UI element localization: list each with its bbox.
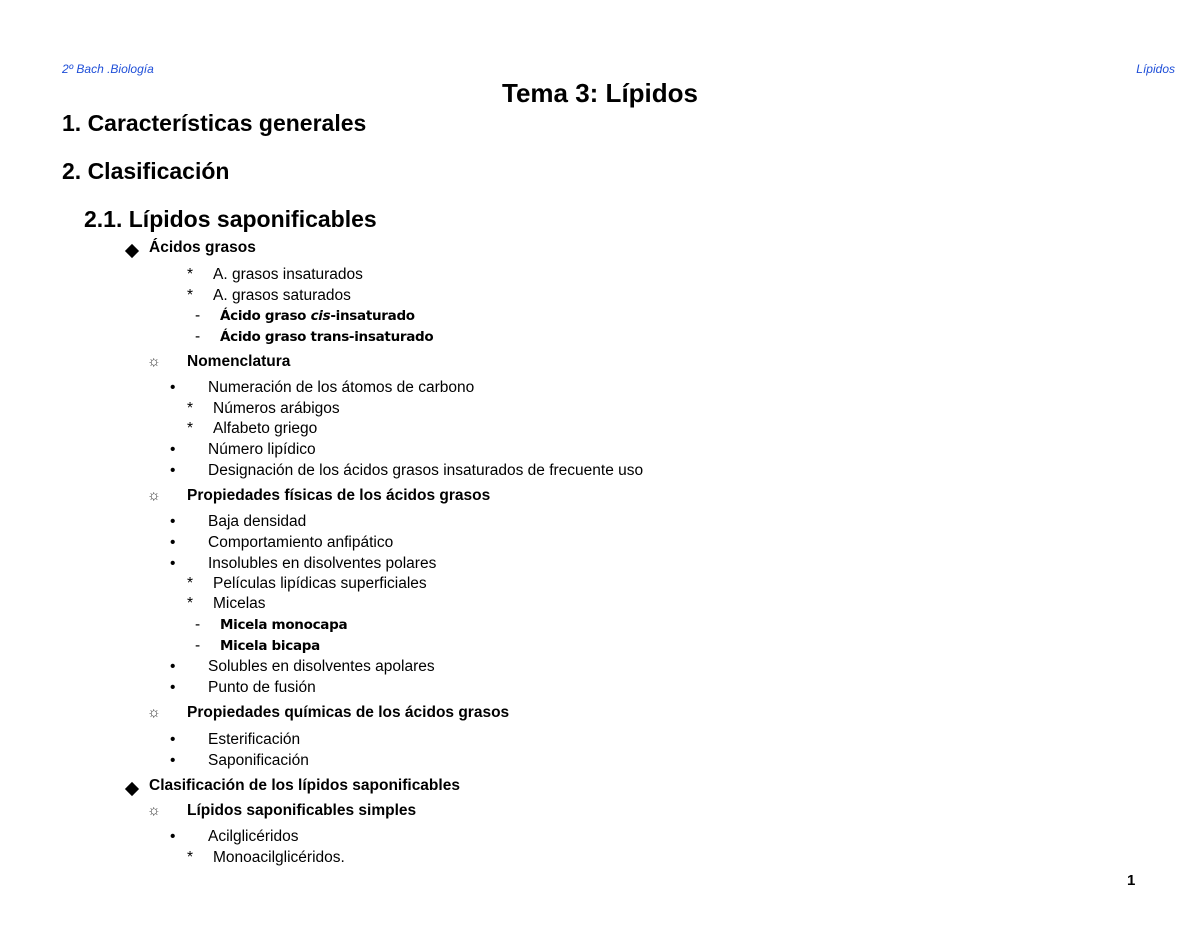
subheading-nomenclatura: Nomenclatura: [187, 353, 291, 370]
header-left: 2º Bach .Biología: [62, 62, 154, 76]
star-bullet-icon: *: [187, 400, 194, 417]
sun-bullet-icon: ☼: [147, 353, 161, 370]
star-bullet-icon: *: [187, 575, 194, 592]
list-item: Punto de fusión: [208, 679, 316, 696]
dash-bullet-icon: -: [195, 307, 201, 324]
list-item: Designación de los ácidos grasos insaturados de frecuente uso: [208, 462, 644, 479]
list-item: Comportamiento anfipático: [208, 534, 394, 551]
list-item-cis: Ácido graso cis-insaturado: [220, 308, 415, 324]
list-item: Acilglicéridos: [208, 828, 299, 845]
header-right: Lípidos: [1136, 62, 1175, 76]
bullet-icon: •: [170, 513, 176, 530]
bullet-icon: •: [170, 752, 176, 769]
page-title: Tema 3: Lípidos: [502, 78, 698, 108]
list-item: Micela monocapa: [220, 617, 348, 633]
subheading-propiedades-quimicas: Propiedades químicas de los ácidos grasos: [187, 704, 510, 721]
list-item: Baja densidad: [208, 513, 307, 530]
star-bullet-icon: *: [187, 595, 194, 612]
bullet-icon: •: [170, 555, 176, 572]
diamond-bullet-icon: [127, 781, 137, 799]
list-item: Solubles en disolventes apolares: [208, 658, 435, 675]
bullet-icon: •: [170, 534, 176, 551]
bullet-icon: •: [170, 731, 176, 748]
subheading-clasificacion: Clasificación de los lípidos saponificables: [149, 777, 460, 794]
subheading-propiedades-fisicas: Propiedades físicas de los ácidos grasos: [187, 487, 491, 504]
list-item: Números arábigos: [213, 400, 340, 417]
list-item: Monoacilglicéridos.: [213, 849, 345, 866]
list-item: Películas lipídicas superficiales: [213, 575, 427, 592]
list-item: Alfabeto griego: [213, 420, 318, 437]
sun-bullet-icon: ☼: [147, 487, 161, 504]
diamond-bullet-icon: [127, 243, 137, 261]
list-item: Numeración de los átomos de carbono: [208, 379, 475, 396]
dash-bullet-icon: -: [195, 616, 201, 633]
list-item: Ácido graso trans-insaturado: [220, 329, 434, 345]
list-item: Número lipídico: [208, 441, 316, 458]
bullet-icon: •: [170, 828, 176, 845]
bullet-icon: •: [170, 379, 176, 396]
page-number: 1: [1127, 872, 1136, 889]
sun-bullet-icon: ☼: [147, 704, 161, 721]
star-bullet-icon: *: [187, 420, 194, 437]
section-heading-1: 1. Características generales: [62, 110, 367, 136]
star-bullet-icon: *: [187, 287, 194, 304]
list-item: Saponificación: [208, 752, 309, 769]
section-heading-2: 2. Clasificación: [62, 158, 230, 184]
star-bullet-icon: *: [187, 849, 194, 866]
dash-bullet-icon: -: [195, 637, 201, 654]
list-item: Esterificación: [208, 731, 301, 748]
subheading-lipidos-simples: Lípidos saponificables simples: [187, 802, 417, 819]
subheading-acidos-grasos: Ácidos grasos: [149, 239, 256, 256]
star-bullet-icon: *: [187, 266, 194, 283]
list-item: Micela bicapa: [220, 638, 320, 654]
section-heading-2-1: 2.1. Lípidos saponificables: [84, 206, 377, 232]
bullet-icon: •: [170, 462, 176, 479]
bullet-icon: •: [170, 441, 176, 458]
list-item: A. grasos saturados: [213, 287, 351, 304]
sun-bullet-icon: ☼: [147, 802, 161, 819]
dash-bullet-icon: -: [195, 328, 201, 345]
list-item: A. grasos insaturados: [213, 266, 363, 283]
bullet-icon: •: [170, 679, 176, 696]
list-item: Insolubles en disolventes polares: [208, 555, 437, 572]
list-item: Micelas: [213, 595, 266, 612]
bullet-icon: •: [170, 658, 176, 675]
